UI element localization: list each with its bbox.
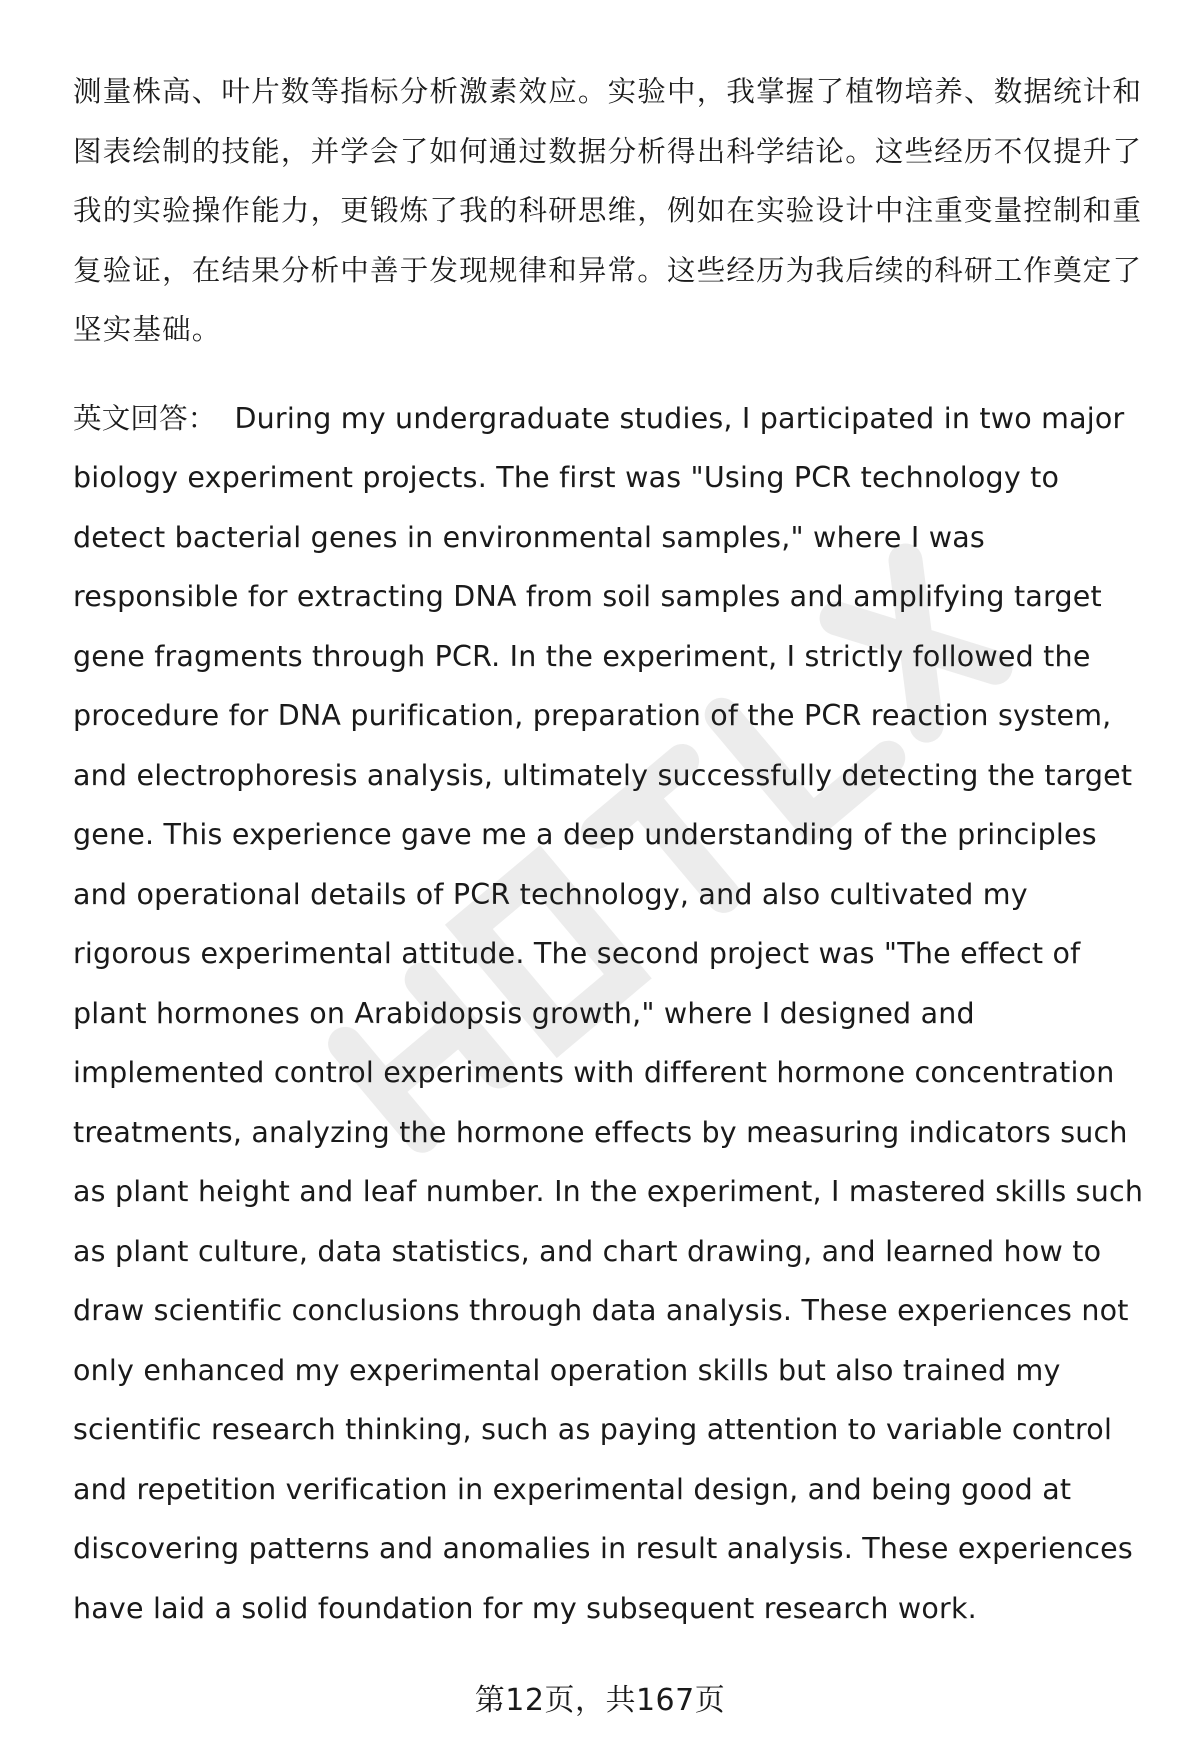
english-answer-label: 英文回答： [73,401,217,435]
document-body [73,62,1153,1638]
chinese-answer-paragraph: 测量株高、叶片数等指标分析激素效应。实验中，我掌握了植物培养、数据统计和图表绘制的技能，并学会了如何通过数据分析得出科学结论。这些经历不仅提升了我的实验操作能力，更锻炼了我的科研思维，例如在实验设计中注重变量控制和重复验证，在结果分析中善于发现规律和异常。这些经历为我后续的科研工作奠定了坚实基础。 [73,75,1143,346]
english-answer-text: During my undergraduate studies, I participated in two major biology experiment projects. The first was "Using PCR technology to detect bacterial genes in environmental samples," where I was responsible for extracting DNA from soil samples and amplifying target gene fragments through PCR. In the experiment, I strictly followed the procedure for DNA purification, preparation of the PCR reaction system, and electrophoresis analysis, ultimately successfully detecting the target gene. This experience gave me a deep understanding of the principles and operational details of PCR technology, and also cultivated my rigorous experimental attitude. The second project was "The effect of plant hormones on Arabidopsis growth," where I designed and implemented control experiments with different hormone concentration treatments, analyzing the hormone effects by measuring indicators such as plant height and leaf number. In the experiment, I mastered skills such as plant culture, data statistics, and chart drawing, and learned how to draw scientific conclusions through data analysis. These experiences not only enhanced my experimental operation skills but also trained my scientific research thinking, such as paying attention to variable control and repetition verification in experimental design, and being good at discovering patterns and anomalies in result analysis. These experiences have laid a solid foundation for my subsequent research work. [73,401,1144,1625]
english-answer-paragraph [73,389,1153,1639]
page-number-footer: 第12页，共167页 [474,1683,726,1718]
